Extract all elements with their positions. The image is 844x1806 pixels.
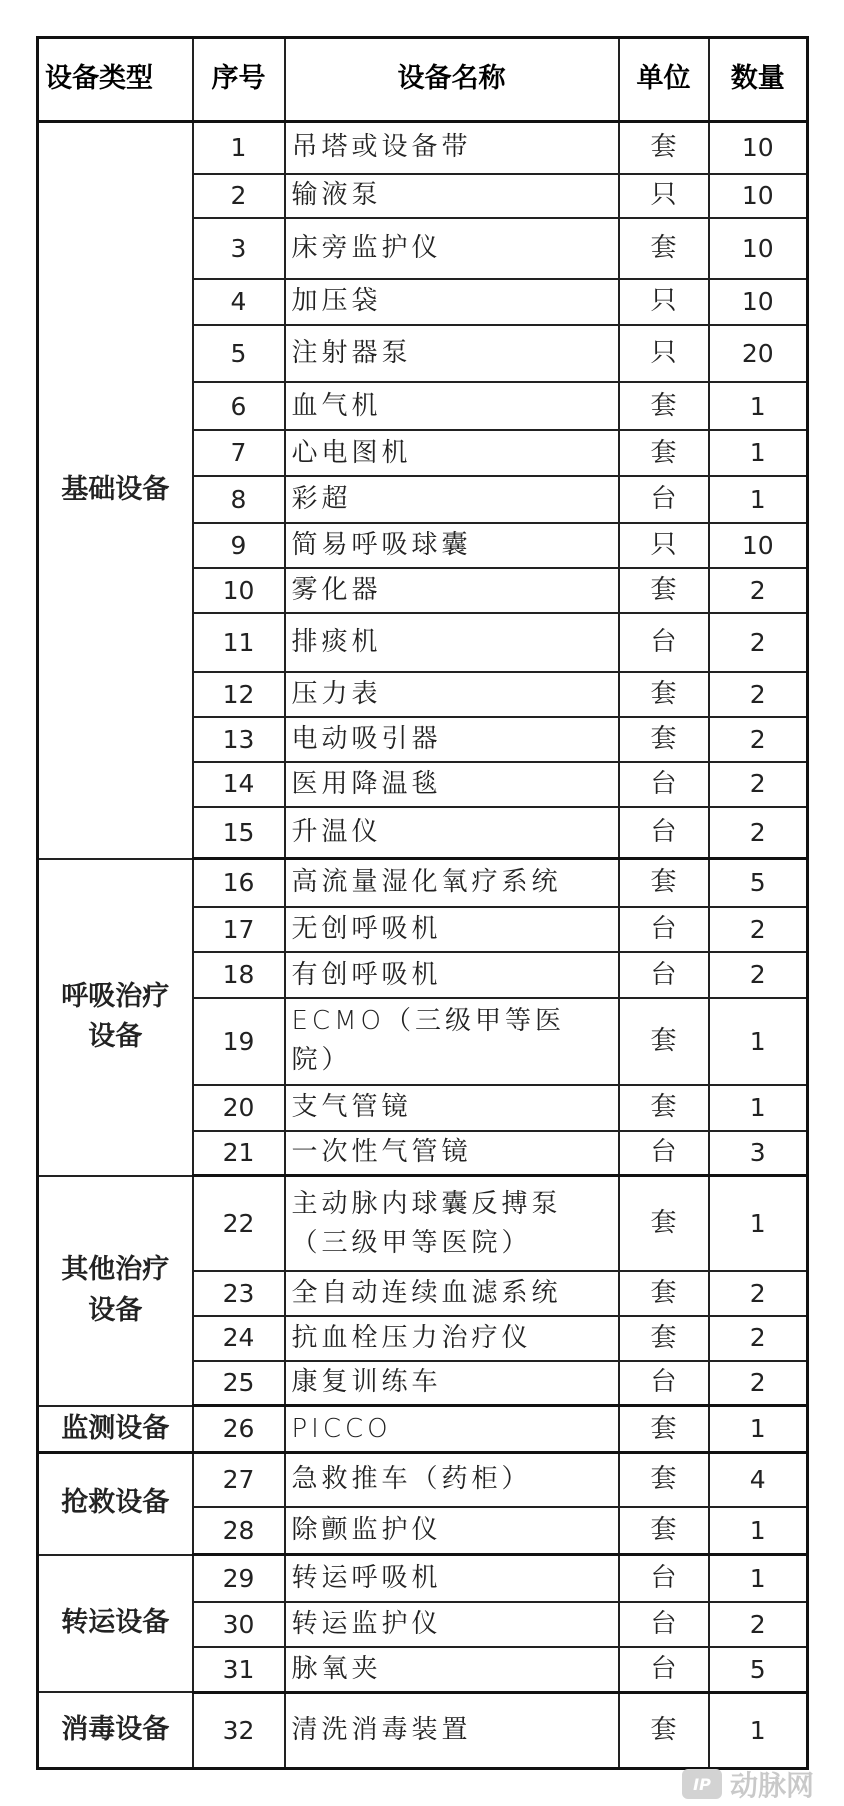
name-cell: 转运呼吸机 — [285, 1555, 619, 1603]
name-cell: 床旁监护仪 — [285, 218, 619, 279]
unit-cell: 台 — [619, 807, 709, 859]
watermark-text: 动脉网 — [729, 1769, 814, 1802]
table-row — [38, 1452, 808, 1506]
unit-cell: 套 — [619, 1406, 709, 1453]
table-row — [38, 1176, 808, 1272]
seq-cell: 10 — [193, 568, 285, 613]
qty-cell: 5 — [709, 859, 808, 907]
category-label: 消毒设备 — [61, 1713, 170, 1745]
name-cell: 排痰机 — [285, 613, 619, 672]
seq-cell: 8 — [193, 476, 285, 523]
unit-cell: 台 — [619, 762, 709, 807]
qty-cell: 1 — [709, 476, 808, 523]
seq-cell: 9 — [193, 523, 285, 569]
seq-cell: 27 — [193, 1452, 285, 1506]
unit-cell: 台 — [619, 1602, 709, 1647]
unit-cell: 台 — [619, 1555, 709, 1603]
seq-cell: 23 — [193, 1271, 285, 1316]
seq-cell: 26 — [193, 1406, 285, 1453]
unit-cell: 套 — [619, 430, 709, 476]
seq-cell: 28 — [193, 1507, 285, 1555]
unit-cell: 套 — [619, 672, 709, 718]
unit-cell: 套 — [619, 382, 709, 430]
qty-cell: 1 — [709, 1692, 808, 1768]
name-cell: 清洗消毒装置 — [285, 1692, 619, 1768]
header-qty: 数量 — [709, 38, 808, 122]
seq-cell: 25 — [193, 1361, 285, 1406]
category-cell — [38, 1406, 193, 1453]
qty-cell: 1 — [709, 1176, 808, 1272]
seq-cell: 4 — [193, 279, 285, 325]
table-row — [38, 1555, 808, 1603]
unit-cell: 套 — [619, 218, 709, 279]
equipment-table — [36, 36, 809, 1770]
name-cell: 电动吸引器 — [285, 717, 619, 762]
watermark-logo-icon: IP — [682, 1769, 722, 1799]
category-cell — [38, 1452, 193, 1554]
unit-cell: 台 — [619, 1131, 709, 1176]
category-cell — [38, 1176, 193, 1406]
unit-cell: 套 — [619, 122, 709, 174]
category-label: 呼吸治疗 — [61, 980, 170, 1012]
table-row — [38, 122, 808, 174]
unit-cell: 套 — [619, 1692, 709, 1768]
unit-cell: 只 — [619, 174, 709, 219]
unit-cell: 台 — [619, 952, 709, 998]
seq-cell: 12 — [193, 672, 285, 718]
seq-cell: 14 — [193, 762, 285, 807]
seq-cell: 24 — [193, 1316, 285, 1361]
name-cell: 康复训练车 — [285, 1361, 619, 1406]
unit-cell: 套 — [619, 568, 709, 613]
seq-cell: 20 — [193, 1085, 285, 1131]
seq-cell: 30 — [193, 1602, 285, 1647]
name-cell: PICCO — [285, 1406, 619, 1453]
qty-cell: 2 — [709, 762, 808, 807]
seq-cell: 13 — [193, 717, 285, 762]
name-cell: 转运监护仪 — [285, 1602, 619, 1647]
unit-cell: 台 — [619, 613, 709, 672]
seq-cell: 32 — [193, 1692, 285, 1768]
seq-cell: 21 — [193, 1131, 285, 1176]
name-cell: 输液泵 — [285, 174, 619, 219]
name-cell: 一次性气管镜 — [285, 1131, 619, 1176]
qty-cell: 1 — [709, 382, 808, 430]
qty-cell: 2 — [709, 717, 808, 762]
qty-cell: 1 — [709, 1406, 808, 1453]
category-label: 转运设备 — [61, 1607, 170, 1639]
name-cell: 全自动连续血滤系统 — [285, 1271, 619, 1316]
name-cell: 简易呼吸球囊 — [285, 523, 619, 569]
seq-cell: 22 — [193, 1176, 285, 1272]
qty-cell: 2 — [709, 568, 808, 613]
name-cell: ECMO（三级甲等医院） — [285, 998, 619, 1085]
unit-cell: 台 — [619, 1361, 709, 1406]
qty-cell: 2 — [709, 807, 808, 859]
name-cell: 支气管镜 — [285, 1085, 619, 1131]
name-cell: 升温仪 — [285, 807, 619, 859]
unit-cell: 套 — [619, 1507, 709, 1555]
category-cell — [38, 1555, 193, 1693]
unit-cell: 只 — [619, 279, 709, 325]
seq-cell: 17 — [193, 907, 285, 953]
qty-cell: 5 — [709, 1647, 808, 1692]
qty-cell: 2 — [709, 1361, 808, 1406]
qty-cell: 1 — [709, 998, 808, 1085]
unit-cell: 套 — [619, 1085, 709, 1131]
unit-cell: 台 — [619, 476, 709, 523]
category-label: 监测设备 — [61, 1412, 170, 1444]
qty-cell: 10 — [709, 218, 808, 279]
category-cell — [38, 122, 193, 859]
watermark — [682, 1766, 814, 1802]
unit-cell: 套 — [619, 1271, 709, 1316]
qty-cell: 2 — [709, 1316, 808, 1361]
seq-cell: 1 — [193, 122, 285, 174]
unit-cell: 套 — [619, 1452, 709, 1506]
qty-cell: 1 — [709, 1507, 808, 1555]
qty-cell: 10 — [709, 279, 808, 325]
header-category: 设备类型 — [38, 38, 193, 122]
category-label: 基础设备 — [61, 474, 170, 506]
qty-cell: 2 — [709, 907, 808, 953]
unit-cell: 台 — [619, 1647, 709, 1692]
qty-cell: 2 — [709, 1602, 808, 1647]
qty-cell: 3 — [709, 1131, 808, 1176]
header-row — [38, 38, 808, 122]
seq-cell: 29 — [193, 1555, 285, 1603]
name-cell: 有创呼吸机 — [285, 952, 619, 998]
category-cell — [38, 859, 193, 1176]
seq-cell: 16 — [193, 859, 285, 907]
seq-cell: 5 — [193, 325, 285, 383]
header-seq: 序号 — [193, 38, 285, 122]
unit-cell: 套 — [619, 1316, 709, 1361]
qty-cell: 1 — [709, 430, 808, 476]
name-cell: 血气机 — [285, 382, 619, 430]
name-cell: 心电图机 — [285, 430, 619, 476]
qty-cell: 2 — [709, 1271, 808, 1316]
name-cell: 无创呼吸机 — [285, 907, 619, 953]
qty-cell: 1 — [709, 1555, 808, 1603]
qty-cell: 1 — [709, 1085, 808, 1131]
unit-cell: 套 — [619, 1176, 709, 1272]
seq-cell: 3 — [193, 218, 285, 279]
qty-cell: 2 — [709, 672, 808, 718]
name-cell: 注射器泵 — [285, 325, 619, 383]
header-unit: 单位 — [619, 38, 709, 122]
seq-cell: 11 — [193, 613, 285, 672]
seq-cell: 18 — [193, 952, 285, 998]
category-label: 其他治疗 — [61, 1254, 170, 1286]
unit-cell: 台 — [619, 907, 709, 953]
table-row — [38, 1692, 808, 1768]
name-cell: 压力表 — [285, 672, 619, 718]
qty-cell: 2 — [709, 613, 808, 672]
category-cell — [38, 1692, 193, 1768]
category-label: 设备 — [88, 1021, 143, 1053]
qty-cell: 10 — [709, 174, 808, 219]
name-cell: 抗血栓压力治疗仪 — [285, 1316, 619, 1361]
name-cell: 除颤监护仪 — [285, 1507, 619, 1555]
name-cell: 主动脉内球囊反搏泵（三级甲等医院） — [285, 1176, 619, 1272]
seq-cell: 7 — [193, 430, 285, 476]
table-row — [38, 1406, 808, 1453]
unit-cell: 套 — [619, 717, 709, 762]
seq-cell: 6 — [193, 382, 285, 430]
unit-cell: 只 — [619, 523, 709, 569]
unit-cell: 只 — [619, 325, 709, 383]
table-row — [38, 859, 808, 907]
category-label: 设备 — [88, 1294, 143, 1326]
name-cell: 高流量湿化氧疗系统 — [285, 859, 619, 907]
unit-cell: 套 — [619, 859, 709, 907]
name-cell: 急救推车（药柜） — [285, 1452, 619, 1506]
qty-cell: 20 — [709, 325, 808, 383]
seq-cell: 2 — [193, 174, 285, 219]
seq-cell: 19 — [193, 998, 285, 1085]
header-name: 设备名称 — [285, 38, 619, 122]
seq-cell: 15 — [193, 807, 285, 859]
qty-cell: 2 — [709, 952, 808, 998]
name-cell: 彩超 — [285, 476, 619, 523]
qty-cell: 10 — [709, 122, 808, 174]
qty-cell: 4 — [709, 1452, 808, 1506]
qty-cell: 10 — [709, 523, 808, 569]
name-cell: 医用降温毯 — [285, 762, 619, 807]
unit-cell: 套 — [619, 998, 709, 1085]
name-cell: 脉氧夹 — [285, 1647, 619, 1692]
name-cell: 加压袋 — [285, 279, 619, 325]
name-cell: 吊塔或设备带 — [285, 122, 619, 174]
category-label: 抢救设备 — [61, 1487, 170, 1519]
table-body — [38, 122, 808, 1769]
name-cell: 雾化器 — [285, 568, 619, 613]
seq-cell: 31 — [193, 1647, 285, 1692]
